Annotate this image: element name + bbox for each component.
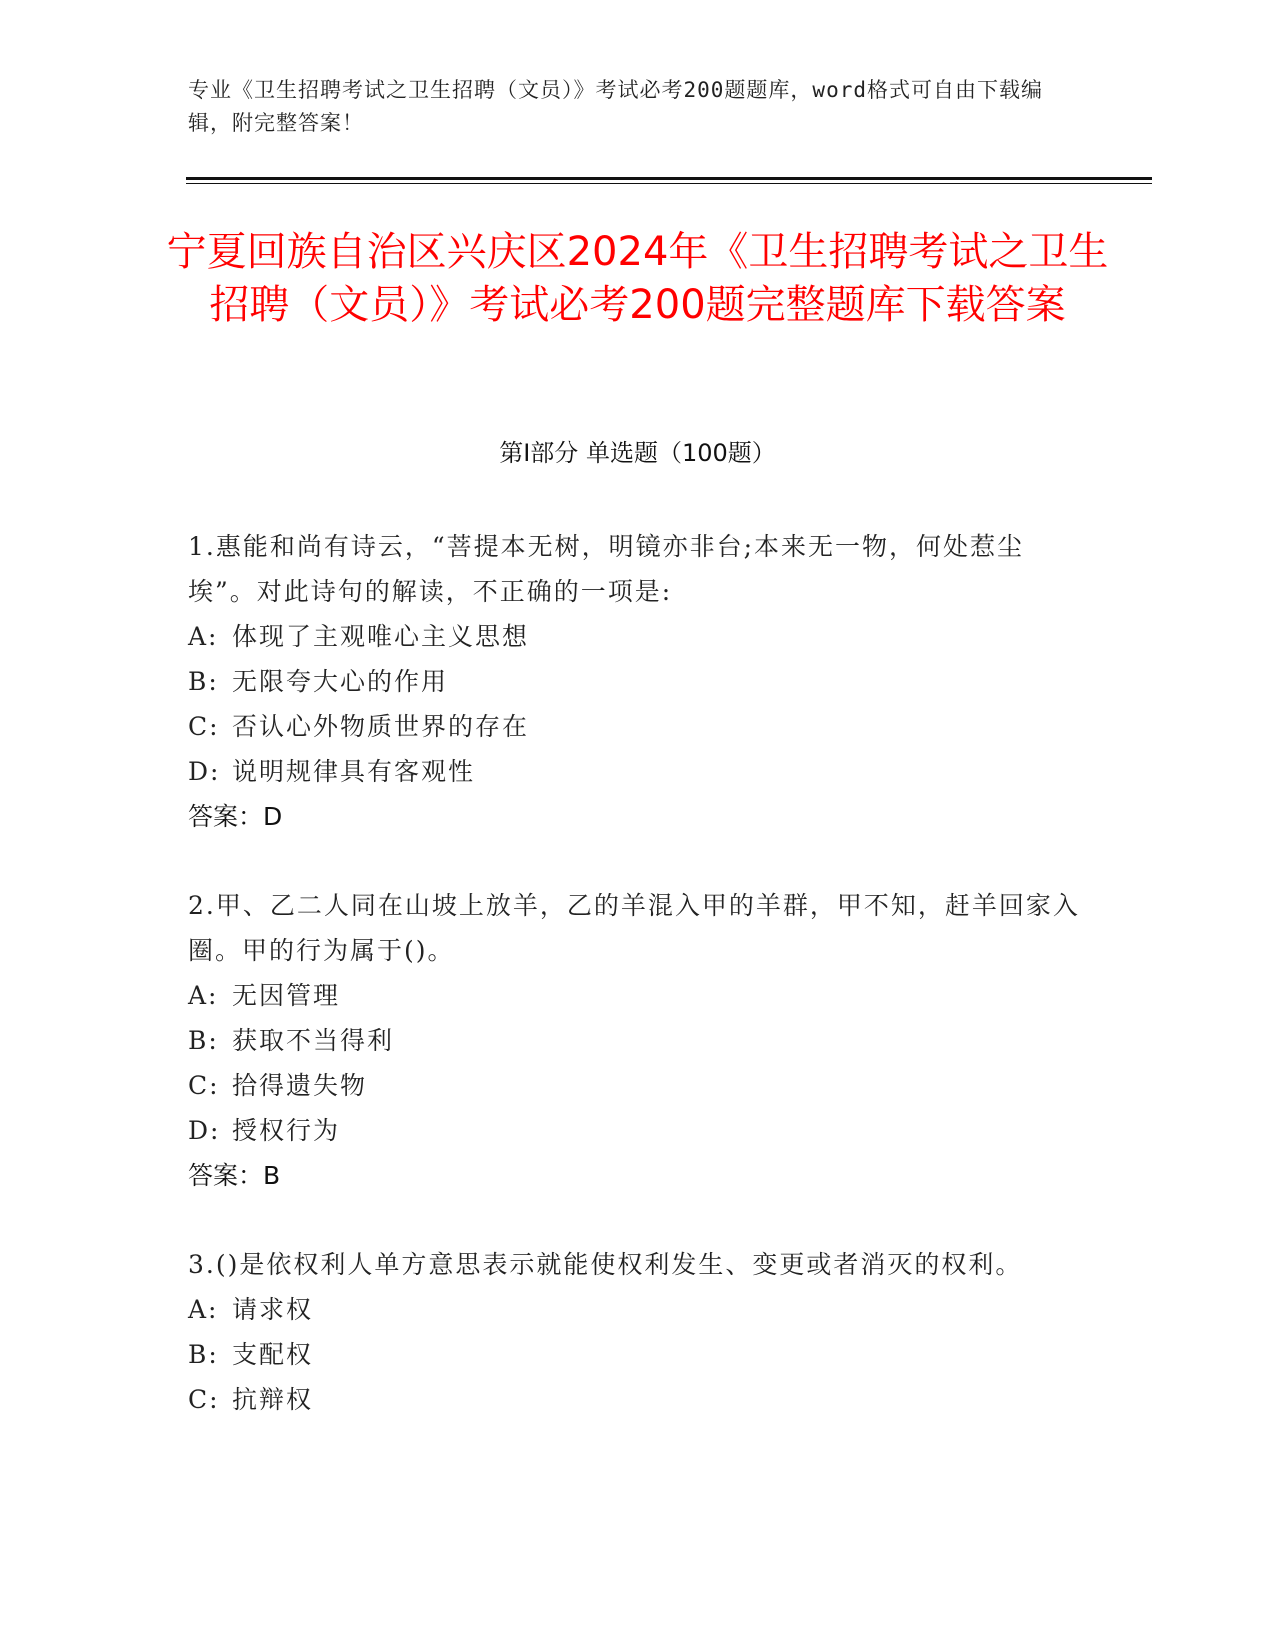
option-key: A: [188, 981, 219, 1010]
option-text: 拾得遗失物 [232, 1071, 368, 1100]
option-c [188, 1063, 1088, 1108]
answer-value: D [263, 802, 283, 831]
option-d [188, 749, 1088, 794]
question-list [188, 524, 1088, 1466]
answer-value: B [263, 1161, 281, 1190]
option-d [188, 1108, 1088, 1153]
option-key: D: [188, 757, 221, 786]
option-key: B: [188, 1340, 219, 1369]
option-a [188, 973, 1088, 1018]
option-text: 无限夸大心的作用 [232, 667, 449, 696]
answer-prefix: 答案： [188, 1161, 264, 1190]
option-key: B: [188, 667, 219, 696]
question-stem: 3.()是依权利人单方意思表示就能使权利发生、变更或者消灭的权利。 [188, 1250, 1023, 1279]
header-note: 专业《卫生招聘考试之卫生招聘（文员）》考试必考200题题库，word格式可自由下载编辑，附完整答案！ [188, 78, 1043, 135]
option-text: 支配权 [232, 1340, 314, 1369]
option-key: A: [188, 622, 219, 651]
option-text: 获取不当得利 [232, 1026, 395, 1055]
answer-line [188, 1153, 1088, 1198]
option-text: 请求权 [232, 1295, 314, 1324]
answer-line [188, 794, 1088, 839]
question-3 [188, 1242, 1088, 1422]
option-key: C: [188, 712, 220, 741]
option-a [188, 1287, 1088, 1332]
option-a [188, 614, 1088, 659]
option-text: 体现了主观唯心主义思想 [232, 622, 530, 651]
option-b [188, 659, 1088, 704]
option-b [188, 1018, 1088, 1063]
option-text: 无因管理 [232, 981, 341, 1010]
document-title: 宁夏回族自治区兴庆区2024年《卫生招聘考试之卫生招聘（文员）》考试必考200题完整题库下载答案 [166, 229, 1109, 328]
option-text: 否认心外物质世界的存在 [232, 712, 530, 741]
option-key: C: [188, 1071, 220, 1100]
option-key: A: [188, 1295, 219, 1324]
option-key: D: [188, 1116, 221, 1145]
option-text: 授权行为 [232, 1116, 341, 1145]
question-1 [188, 524, 1088, 839]
question-stem: 2.甲、乙二人同在山坡上放羊，乙的羊混入甲的羊群，甲不知，赶羊回家入圈。甲的行为属于()。 [188, 891, 1080, 965]
option-key: B: [188, 1026, 219, 1055]
question-2 [188, 883, 1088, 1198]
option-b [188, 1332, 1088, 1377]
header-rule-thick [186, 177, 1152, 180]
section-title: 第Ⅰ部分 单选题（100题） [499, 439, 776, 467]
answer-prefix: 答案： [188, 802, 264, 831]
option-c [188, 704, 1088, 749]
option-c [188, 1377, 1088, 1422]
header-rule-thin [186, 183, 1152, 184]
option-key: C: [188, 1385, 220, 1414]
option-text: 抗辩权 [232, 1385, 314, 1414]
option-text: 说明规律具有客观性 [232, 757, 476, 786]
question-stem: 1.惠能和尚有诗云，“菩提本无树，明镜亦非台;本来无一物，何处惹尘埃”。对此诗句的解读，不正确的一项是: [188, 532, 1025, 606]
